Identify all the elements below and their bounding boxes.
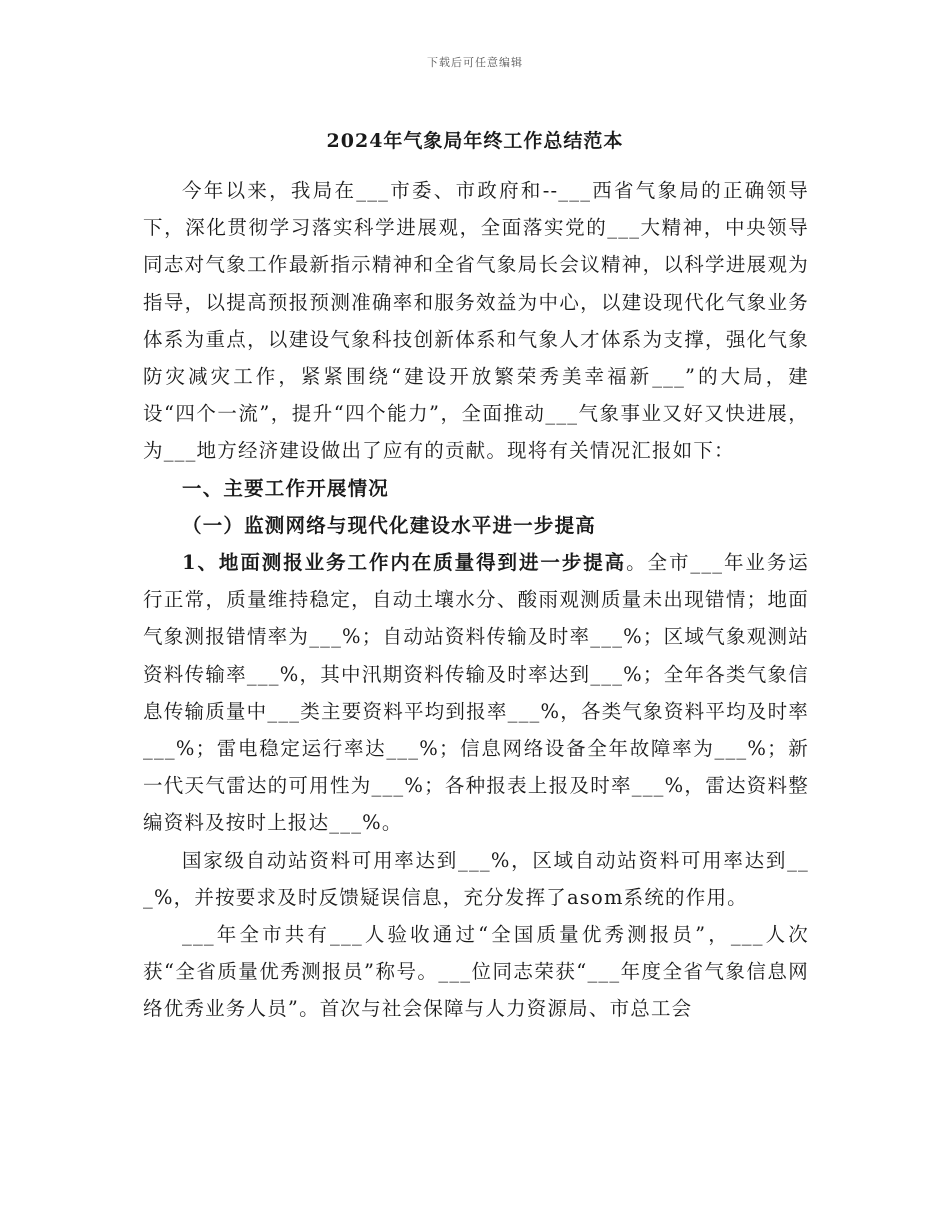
staff-awards-paragraph: ___年全市共有___人验收通过“全国质量优秀测报员”，___人次获“全省质量优秀测报员”称号。___位同志荣获“___年度全省气象信息网络优秀业务人员”。首次与社会保障与人力资源局、市总工会	[143, 923, 809, 1021]
station-availability-paragraph: 国家级自动站资料可用率达到___%，区域自动站资料可用率达到___%，并按要求及时反馈疑误信息，充分发挥了asom系统的作用。	[143, 848, 809, 909]
document-body	[143, 172, 809, 1028]
item-lead-text: 1、地面测报业务工作内在质量得到进一步提高	[182, 551, 627, 575]
section-heading-main-work: 一、主要工作开展情况	[182, 476, 390, 500]
header-note: 下载后可任意编辑	[427, 56, 523, 69]
document-title: 2024年气象局年终工作总结范本	[326, 130, 624, 152]
item-paragraph-surface-observation	[143, 544, 809, 842]
item-body-text: 。全市___年业务运行正常，质量维持稳定，自动土壤水分、酸雨观测质量未出现错情；地面气象测报错情率为___%；自动站资料传输及时率___%；区域气象观测站资料传输率___%，其中汛期资料传输及时率达到___%；全年各类气象信息传输质量中___类主要资料平均到报率___%，各类气象资料平均及时率___%；雷电稳定运行率达___%；信息网络设备全年故障率为___%；新一代天气雷达的可用性为___%；各种报表上报及时率___%，雷达资料整编资料及按时上报达___%。	[143, 551, 809, 835]
subsection-heading-monitoring: （一）监测网络与现代化建设水平进一步提高	[182, 513, 597, 537]
intro-paragraph: 今年以来，我局在___市委、市政府和--___西省气象局的正确领导下，深化贯彻学习落实科学进展观，全面落实党的___大精神，中央领导同志对气象工作最新指示精神和全省气象局长会议精神，以科学进展观为指导，以提高预报预测准确率和服务效益为中心，以建设现代化气象业务体系为重点，以建设气象科技创新体系和气象人才体系为支撑，强化气象防灾减灾工作，紧紧围绕“建设开放繁荣秀美幸福新___”的大局，建设“四个一流”，提升“四个能力”，全面推动___气象事业又好又快进展，为___地方经济建设做出了应有的贡献。现将有关情况汇报如下：	[143, 179, 809, 463]
